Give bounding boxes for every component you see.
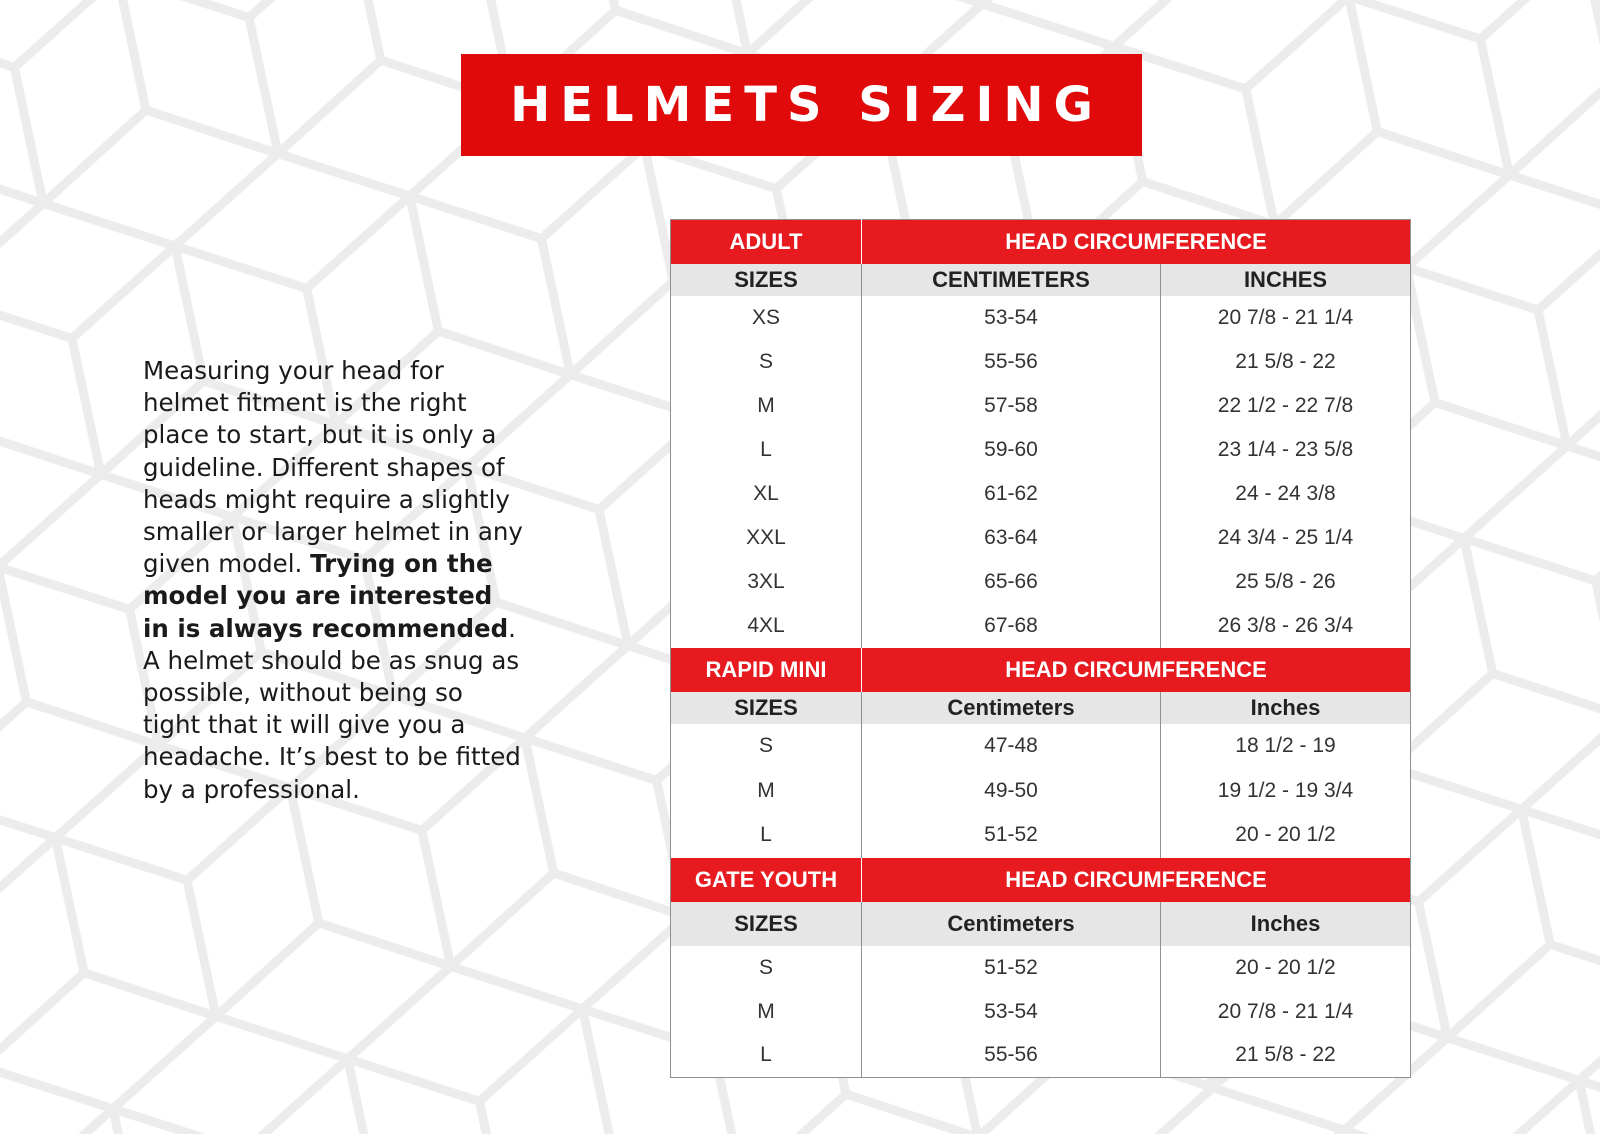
group-label: HEAD CIRCUMFERENCE <box>862 220 1411 265</box>
cm-cell: 65-66 <box>862 560 1161 604</box>
description-intro: Measuring your head for helmet fitment is the right place to start, but it is only a guideline. Different shapes of heads might require a slightly smaller or larger helmet in any given model. <box>143 356 523 579</box>
inches-cell: 26 3/8 - 26 3/4 <box>1161 604 1411 648</box>
column-header-inches: INCHES <box>1161 264 1411 296</box>
inches-cell: 24 3/4 - 25 1/4 <box>1161 516 1411 560</box>
size-cell: XXL <box>746 526 786 549</box>
column-header-cm: Centimeters <box>862 692 1161 724</box>
table-row <box>671 472 1411 516</box>
size-cell: XL <box>753 482 779 505</box>
size-cell: 3XL <box>747 570 785 593</box>
column-header-inches: Inches <box>1161 902 1411 946</box>
inches-cell: 23 1/4 - 23 5/8 <box>1161 428 1411 472</box>
inches-cell: 25 5/8 - 26 <box>1161 560 1411 604</box>
description-emphasis: Trying on the model you are interested in is always recommended <box>143 549 509 643</box>
size-cell: S <box>758 955 773 979</box>
column-header-cm: Centimeters <box>862 902 1161 946</box>
cm-cell: 53-54 <box>862 296 1161 340</box>
section-name: RAPID MINI <box>671 648 862 692</box>
size-cell: S <box>758 350 773 373</box>
column-header-cm: CENTIMETERS <box>862 264 1161 296</box>
helmet-size-table <box>670 219 1411 1078</box>
inches-cell: 18 1/2 - 19 <box>1161 724 1411 769</box>
group-label: HEAD CIRCUMFERENCE <box>862 648 1411 692</box>
cm-cell: 67-68 <box>862 604 1161 648</box>
cm-cell: 59-60 <box>862 428 1161 472</box>
cm-cell: 57-58 <box>862 384 1161 428</box>
inches-cell: 24 - 24 3/8 <box>1161 472 1411 516</box>
column-header-inches: Inches <box>1161 692 1411 724</box>
adult-column-headers <box>671 264 1411 296</box>
size-cell: L <box>760 438 772 461</box>
inches-cell: 20 7/8 - 21 1/4 <box>1161 296 1411 340</box>
inches-cell: 20 - 20 1/2 <box>1161 946 1411 990</box>
inches-cell: 20 - 20 1/2 <box>1161 813 1411 858</box>
title-banner <box>461 54 1142 156</box>
gate-youth-section-header <box>671 858 1411 902</box>
gate-youth-column-headers <box>671 902 1411 946</box>
adult-section-header <box>671 220 1411 265</box>
column-header-sizes: SIZES <box>671 264 862 296</box>
table-row <box>671 296 1411 340</box>
table-row <box>671 769 1411 814</box>
table-row <box>671 1034 1411 1078</box>
size-cell: L <box>760 823 772 847</box>
table-row <box>671 428 1411 472</box>
size-cell: XS <box>751 306 780 329</box>
table-row <box>671 340 1411 384</box>
sizing-description <box>143 355 523 806</box>
cm-cell: 53-54 <box>862 990 1161 1034</box>
cm-cell: 55-56 <box>862 1034 1161 1078</box>
inches-cell: 22 1/2 - 22 7/8 <box>1161 384 1411 428</box>
table-row <box>671 724 1411 769</box>
size-cell: M <box>757 394 775 417</box>
table-row <box>671 560 1411 604</box>
table-row <box>671 384 1411 428</box>
inches-cell: 20 7/8 - 21 1/4 <box>1161 990 1411 1034</box>
section-name: GATE YOUTH <box>671 858 862 902</box>
description-outro: . A helmet should be as snug as possible, without being so tight that it will give you a headache. It’s best to be fitted by a professional. <box>143 613 521 804</box>
cm-cell: 63-64 <box>862 516 1161 560</box>
page-title: HELMETS SIZING <box>510 77 1103 133</box>
inches-cell: 21 5/8 - 22 <box>1161 340 1411 384</box>
table-row <box>671 604 1411 648</box>
group-label: HEAD CIRCUMFERENCE <box>862 858 1411 902</box>
inches-cell: 19 1/2 - 19 3/4 <box>1161 769 1411 814</box>
inches-cell: 21 5/8 - 22 <box>1161 1034 1411 1078</box>
cm-cell: 51-52 <box>862 813 1161 858</box>
cm-cell: 47-48 <box>862 724 1161 769</box>
rapid-mini-column-headers <box>671 692 1411 724</box>
cm-cell: 61-62 <box>862 472 1161 516</box>
size-cell: M <box>757 999 775 1023</box>
table-row <box>671 946 1411 990</box>
table-row <box>671 516 1411 560</box>
size-cell: S <box>758 734 773 758</box>
table-row <box>671 813 1411 858</box>
cm-cell: 51-52 <box>862 946 1161 990</box>
cm-cell: 49-50 <box>862 769 1161 814</box>
size-cell: L <box>760 1043 772 1067</box>
section-name: ADULT <box>671 220 862 265</box>
size-cell: M <box>757 778 775 802</box>
column-header-sizes: SIZES <box>671 902 862 946</box>
size-cell: 4XL <box>747 614 785 637</box>
cm-cell: 55-56 <box>862 340 1161 384</box>
column-header-sizes: SIZES <box>671 692 862 724</box>
rapid-mini-section-header <box>671 648 1411 692</box>
table-row <box>671 990 1411 1034</box>
